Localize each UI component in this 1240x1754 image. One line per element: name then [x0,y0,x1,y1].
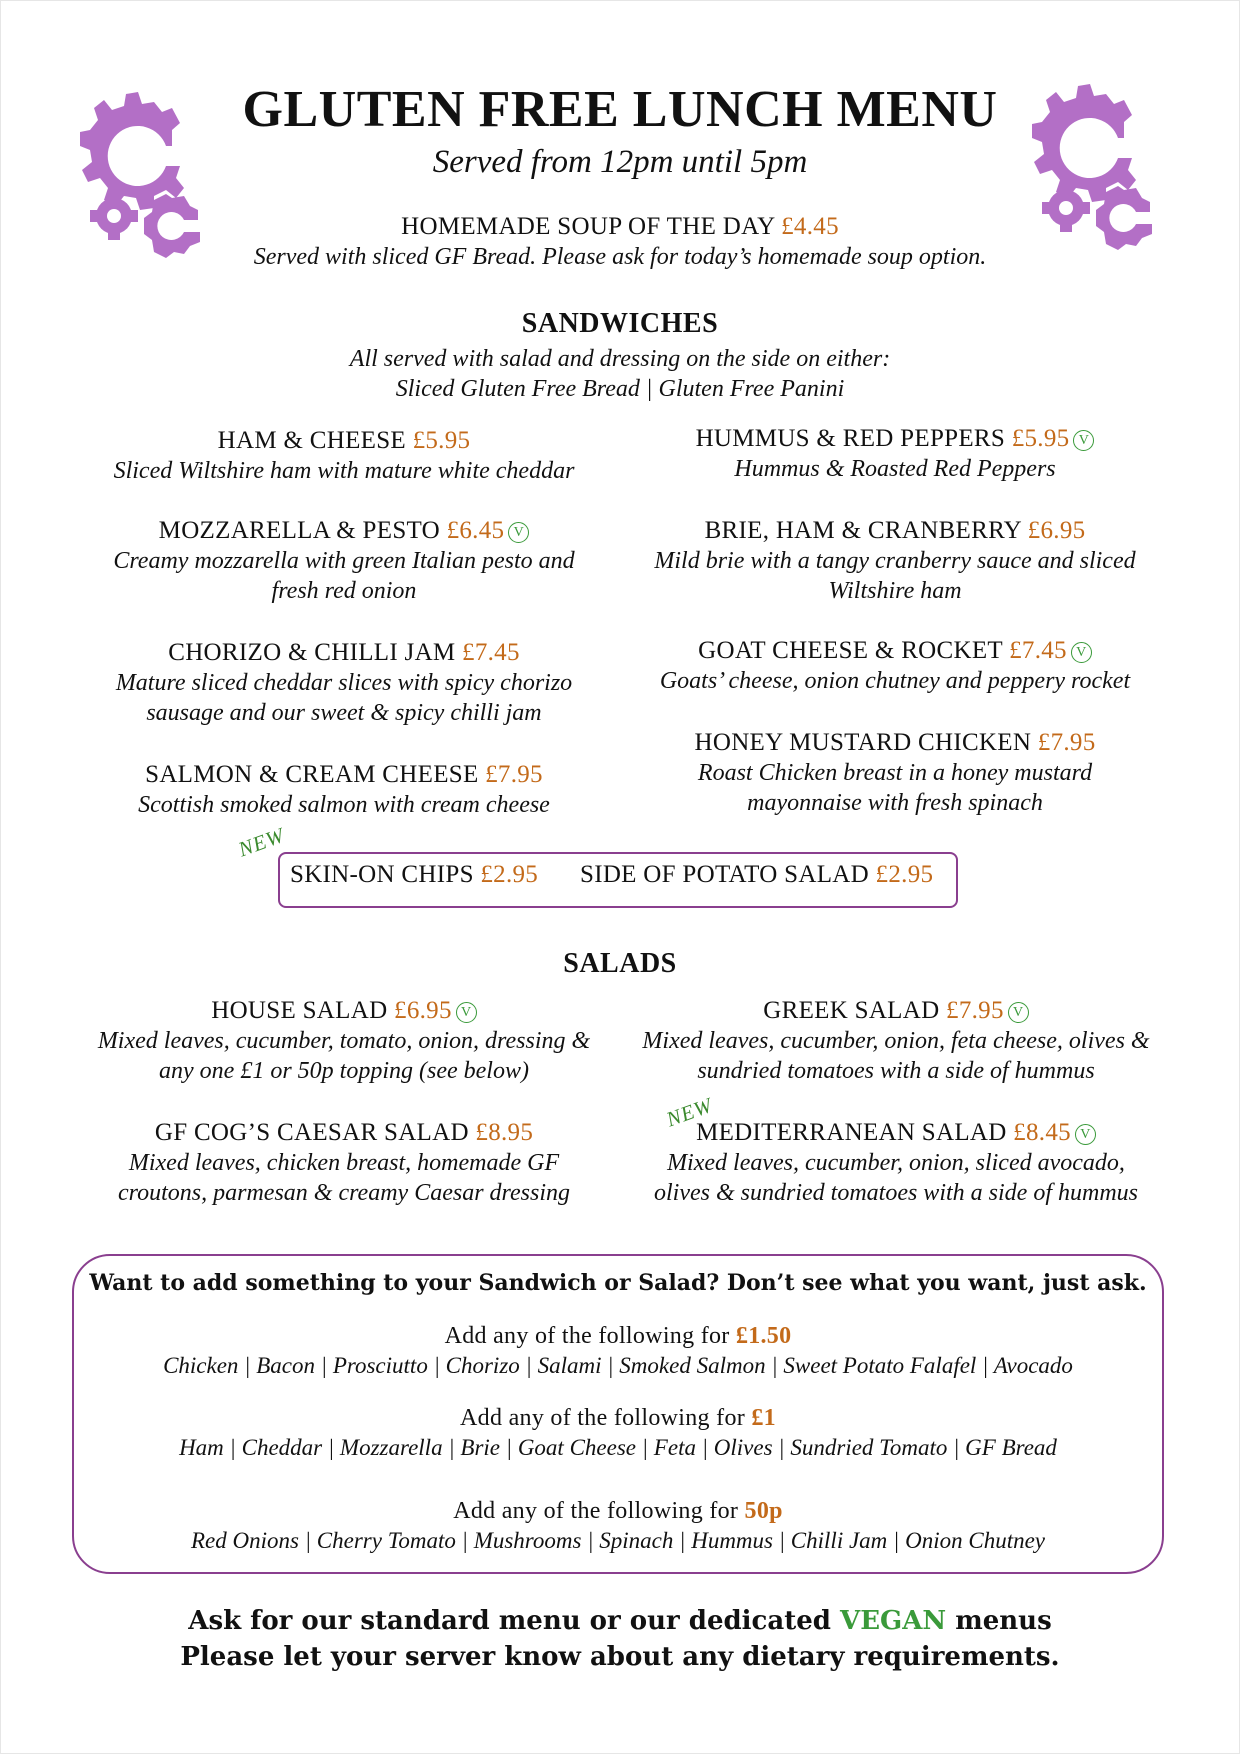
sandwiches-intro-line2: Sliced Gluten Free Bread | Gluten Free Panini [395,376,845,402]
extras-tier1-items: Chicken | Bacon | Prosciutto | Chorizo | Salami | Smoked Salmon | Sweet Potato Falafel | Avocado [163,1353,1073,1378]
item-description-cont: any one £1 or 50p topping (see below) [159,1058,529,1084]
side-name: SKIN-ON CHIPS [290,861,474,888]
footer-text: Ask for our standard menu or our dedicated [188,1606,831,1636]
item-price: £6.95 [1027,517,1086,544]
footer-vegan: VEGAN [840,1606,947,1636]
footer-line1 [0,1606,1240,1636]
vegetarian-icon: V [1008,1002,1029,1023]
item-price: £5.95 [1011,425,1070,452]
item-price: £6.95 [394,997,452,1024]
vegetarian-icon: V [1075,1124,1096,1145]
item-description-cont: Wiltshire ham [828,578,962,604]
item-name: HONEY MUSTARD CHICKEN [694,729,1032,756]
item-price: £5.95 [412,427,471,454]
item-description: Creamy mozzarella with green Italian pesto and [113,548,575,574]
item-description: Mixed leaves, cucumber, onion, feta cheese, olives & [642,1028,1150,1054]
item-name: SALMON & CREAM CHEESE [145,761,479,788]
soup-price: £4.45 [781,213,839,240]
salad-caesar [82,1118,606,1208]
extras-tier3-label [72,1496,1164,1526]
sandwich-honey-mustard-chicken [630,728,1160,818]
side-price: £2.95 [875,861,934,888]
page-title: GLUTEN FREE LUNCH MENU [242,81,998,138]
item-description: Mixed leaves, cucumber, onion, sliced avocado, [667,1150,1125,1176]
soup-name: HOMEMADE SOUP OF THE DAY [401,213,775,240]
item-name: HUMMUS & RED PEPPERS [695,425,1006,452]
salad-mediterranean [626,1118,1166,1208]
sandwich-goat-cheese-rocket [630,636,1160,696]
item-name: GOAT CHEESE & ROCKET [698,637,1003,664]
salad-greek [626,996,1166,1086]
item-description-cont: fresh red onion [271,578,417,604]
extras-tier3-items: Red Onions | Cherry Tomato | Mushrooms | Spinach | Hummus | Chilli Jam | Onion Chutney [191,1528,1045,1553]
item-price: £6.45 [446,517,505,544]
extras-tier2-label [72,1403,1164,1433]
item-name: MEDITERRANEAN SALAD [696,1119,1007,1146]
footer-text-end: menus [955,1606,1052,1636]
vegetarian-icon: V [508,522,529,543]
side-price: £2.95 [480,861,539,888]
item-description: Scottish smoked salmon with cream cheese [138,792,550,818]
item-name: MOZZARELLA & PESTO [158,517,441,544]
item-description-cont: olives & sundried tomatoes with a side of hummus [654,1180,1138,1206]
item-price: £8.95 [475,1119,534,1146]
item-description: Mixed leaves, cucumber, tomato, onion, dressing & [97,1028,591,1054]
item-price: £7.45 [1009,637,1067,664]
tier-price: 50p [744,1498,783,1524]
side-skin-on-chips [290,860,538,890]
salad-house [82,996,606,1086]
tier-price: £1 [751,1405,776,1431]
item-name: GF COG’S CAESAR SALAD [154,1119,469,1146]
item-price: £7.95 [1037,729,1096,756]
sandwich-ham-cheese [82,426,606,486]
item-name: BRIE, HAM & CRANBERRY [704,517,1022,544]
new-badge-mediterranean: NEW [663,1092,716,1132]
sandwich-hummus-red-peppers [630,424,1160,484]
item-description-cont: croutons, parmesan & creamy Caesar dressing [118,1180,570,1206]
item-description: Hummus & Roasted Red Peppers [734,456,1056,482]
footer-line2: Please let your server know about any dietary requirements. [180,1642,1060,1672]
vegetarian-icon: V [1071,642,1092,663]
sandwich-brie-ham-cranberry [630,516,1160,606]
salads-title: SALADS [563,948,677,979]
item-name: CHORIZO & CHILLI JAM [168,639,456,666]
new-badge-sides: NEW [235,822,288,862]
item-description: Sliced Wiltshire ham with mature white cheddar [113,458,575,484]
item-name: GREEK SALAD [763,997,940,1024]
item-description-cont: mayonnaise with fresh spinach [747,790,1043,816]
sandwich-mozzarella-pesto [82,516,606,606]
item-description: Mild brie with a tangy cranberry sauce and sliced [654,548,1136,574]
soup-description: Served with sliced GF Bread. Please ask for today’s homemade soup option. [253,244,987,270]
tier-label: Add any of the following for [460,1405,746,1431]
item-description-cont: sundried tomatoes with a side of hummus [697,1058,1095,1084]
item-price: £7.95 [946,997,1004,1024]
extras-tier2-items: Ham | Cheddar | Mozzarella | Brie | Goat Cheese | Feta | Olives | Sundried Tomato | GF Bread [179,1435,1057,1460]
page-subtitle: Served from 12pm until 5pm [432,144,808,180]
item-description: Mature sliced cheddar slices with spicy chorizo [115,670,573,696]
tier-label: Add any of the following for [453,1498,739,1524]
sandwiches-intro-line1: All served with salad and dressing on the side on either: [349,346,891,372]
sandwich-salmon-cream-cheese [82,760,606,820]
vegetarian-icon: V [456,1002,477,1023]
tier-price: £1.50 [735,1323,792,1349]
vegetarian-icon: V [1073,430,1094,451]
item-price: £8.45 [1013,1119,1071,1146]
extras-heading: Want to add something to your Sandwich or Salad? Don’t see what you want, just ask. [89,1270,1147,1296]
item-price: £7.45 [462,639,520,666]
soup-heading [0,212,1240,242]
sandwiches-title: SANDWICHES [521,308,719,339]
item-name: HAM & CHEESE [217,427,407,454]
tier-label: Add any of the following for [444,1323,730,1349]
item-description: Goats’ cheese, onion chutney and peppery rocket [659,668,1131,694]
item-description-cont: sausage and our sweet & spicy chilli jam [146,700,542,726]
extras-tier1-label [72,1321,1164,1351]
side-potato-salad [580,860,933,890]
sandwich-chorizo-chilli-jam [82,638,606,728]
item-description: Mixed leaves, chicken breast, homemade GF [128,1150,560,1176]
side-name: SIDE OF POTATO SALAD [580,861,869,888]
item-description: Roast Chicken breast in a honey mustard [697,760,1093,786]
item-price: £7.95 [485,761,543,788]
item-name: HOUSE SALAD [211,997,388,1024]
